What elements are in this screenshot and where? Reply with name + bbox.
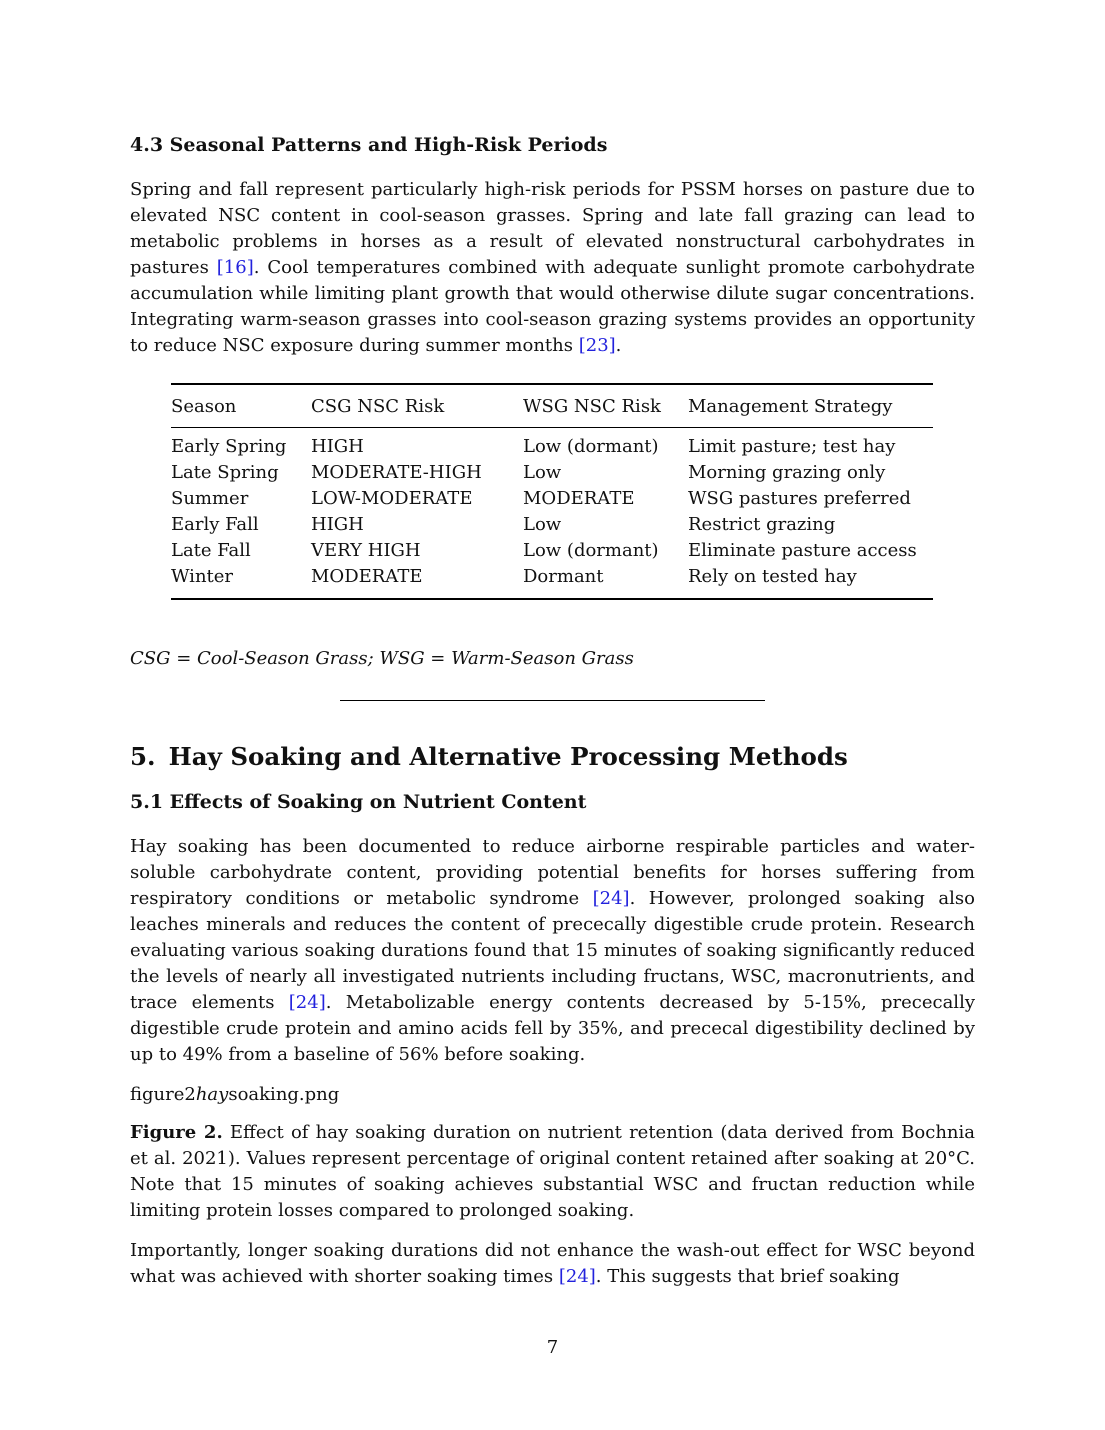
- cell-wsg-risk: Dormant: [523, 564, 688, 599]
- citation-24-link[interactable]: [24]: [558, 1266, 596, 1287]
- citation-24-link[interactable]: [24]: [288, 992, 326, 1013]
- paragraph-seasonal-risk: [130, 177, 975, 359]
- table-abbreviation-note: CSG = Cool-Season Grass; WSG = Warm-Season Grass: [130, 648, 634, 669]
- cell-csg-risk: MODERATE: [311, 564, 523, 599]
- citation-16-link[interactable]: [16]: [216, 257, 254, 278]
- cell-season: Early Spring: [171, 436, 287, 457]
- figure-2-caption: [130, 1120, 975, 1224]
- table-row: [171, 428, 933, 461]
- table-row: [171, 512, 933, 538]
- cell-management: Rely on tested hay: [688, 564, 933, 599]
- cell-management: Restrict grazing: [688, 514, 836, 535]
- cell-csg-risk: MODERATE-HIGH: [311, 462, 482, 483]
- figure-caption-text: Effect of hay soaking duration on nutrient retention (data derived from Bochnia et al. 2021). Values represent percentage of original content retained after soaking at 20°C. Note that 15 minutes of soaking achieves substantial WSC and fructan reduction while limiting protein losses compared to prolonged soaking.: [130, 1122, 975, 1221]
- section-5-heading: [130, 741, 975, 772]
- cell-season: Late Fall: [171, 540, 251, 561]
- cell-season: Late Spring: [171, 462, 279, 483]
- cell-csg-risk: LOW-MODERATE: [311, 488, 473, 509]
- paragraph-text: Spring and fall represent particularly high-risk periods for PSSM horses on pasture due to elevated NSC content in cool-season grasses. Spring and late fall grazing can lead to metabolic problems in horses as a result of elevated nonstructural carbohydrates in pastures: [130, 179, 975, 278]
- column-header-csg-risk: CSG NSC Risk: [311, 384, 523, 428]
- table-header-row: [171, 384, 933, 428]
- cell-season: Winter: [171, 564, 311, 599]
- paragraph-text: .: [615, 335, 622, 356]
- citation-24-link[interactable]: [24]: [592, 888, 630, 909]
- section-divider-rule: [340, 700, 765, 701]
- paragraph-text: . This suggests that brief soaking: [595, 1266, 900, 1287]
- paragraph-hay-soaking: [130, 834, 975, 1068]
- paragraph-text: . Cool temperatures combined with adequate sunlight promote carbohydrate accumulation while limiting plant growth that would otherwise dilute sugar concentrations. Integrating warm-season grasses into cool-season grazing systems provides an opportunity to reduce NSC exposure during summer months: [130, 257, 975, 356]
- cell-management: Eliminate pasture access: [688, 540, 917, 561]
- cell-management: Morning grazing only: [688, 462, 886, 483]
- broken-figure-reference: [130, 1082, 975, 1108]
- paragraph-text: Hay soaking has been documented to reduce airborne respirable particles and water-soluble carbohydrate content, providing potential benefits for horses suffering from respiratory conditions or metabolic syndrome: [130, 836, 975, 909]
- page-number: 7: [546, 1337, 559, 1358]
- text-column: [130, 0, 975, 1290]
- column-header-wsg-risk: WSG NSC Risk: [523, 384, 688, 428]
- cell-wsg-risk: Low (dormant): [523, 540, 659, 561]
- table-row: [171, 538, 933, 564]
- citation-23-link[interactable]: [23]: [578, 335, 616, 356]
- section-number: 5.: [130, 742, 156, 771]
- section-5-1-heading: 5.1 Effects of Soaking on Nutrient Content: [130, 791, 587, 813]
- column-header-management: Management Strategy: [688, 384, 933, 428]
- section-title: Hay Soaking and Alternative Processing Methods: [168, 742, 848, 771]
- figure-caption-label: Figure 2.: [130, 1122, 223, 1143]
- paragraph-text: . However, prolonged soaking also leaches minerals and reduces the content of prececally digestible crude protein. Research evaluating various soaking durations found that 15 minutes of soaking significantly reduced the levels of nearly all investigated nutrients including fructans, WSC, macronutrients, and trace elements: [130, 888, 975, 1013]
- figure-filename-text: soaking.png: [228, 1084, 340, 1105]
- table-row: [171, 564, 933, 599]
- paragraph-text: Importantly, longer soaking durations did not enhance the wash-out effect for WSC beyond what was achieved with shorter soaking times: [130, 1240, 975, 1287]
- cell-management: WSG pastures preferred: [688, 488, 911, 509]
- figure-filename-text: figure2: [130, 1084, 196, 1105]
- seasonal-risk-table: [171, 383, 933, 600]
- cell-wsg-risk: Low: [523, 462, 562, 483]
- cell-csg-risk: VERY HIGH: [311, 540, 421, 561]
- paragraph-text: . Metabolizable energy contents decreased by 5-15%, prececally digestible crude protein and amino acids fell by 35%, and prececal digestibility declined by up to 49% from a baseline of 56% before soaking.: [130, 992, 975, 1065]
- cell-management: Limit pasture; test hay: [688, 436, 896, 457]
- cell-season: Summer: [171, 488, 249, 509]
- cell-season: Early Fall: [171, 514, 259, 535]
- figure-filename-italic: hay: [195, 1084, 229, 1105]
- cell-csg-risk: HIGH: [311, 436, 364, 457]
- cell-wsg-risk: Low (dormant): [523, 436, 659, 457]
- table-row: [171, 486, 933, 512]
- column-header-season: Season: [171, 384, 311, 428]
- table-row: [171, 460, 933, 486]
- cell-wsg-risk: MODERATE: [523, 488, 635, 509]
- section-4-3-heading: 4.3 Seasonal Patterns and High-Risk Periods: [130, 134, 608, 156]
- cell-csg-risk: HIGH: [311, 514, 364, 535]
- paragraph-importantly: [130, 1238, 975, 1290]
- cell-wsg-risk: Low: [523, 514, 562, 535]
